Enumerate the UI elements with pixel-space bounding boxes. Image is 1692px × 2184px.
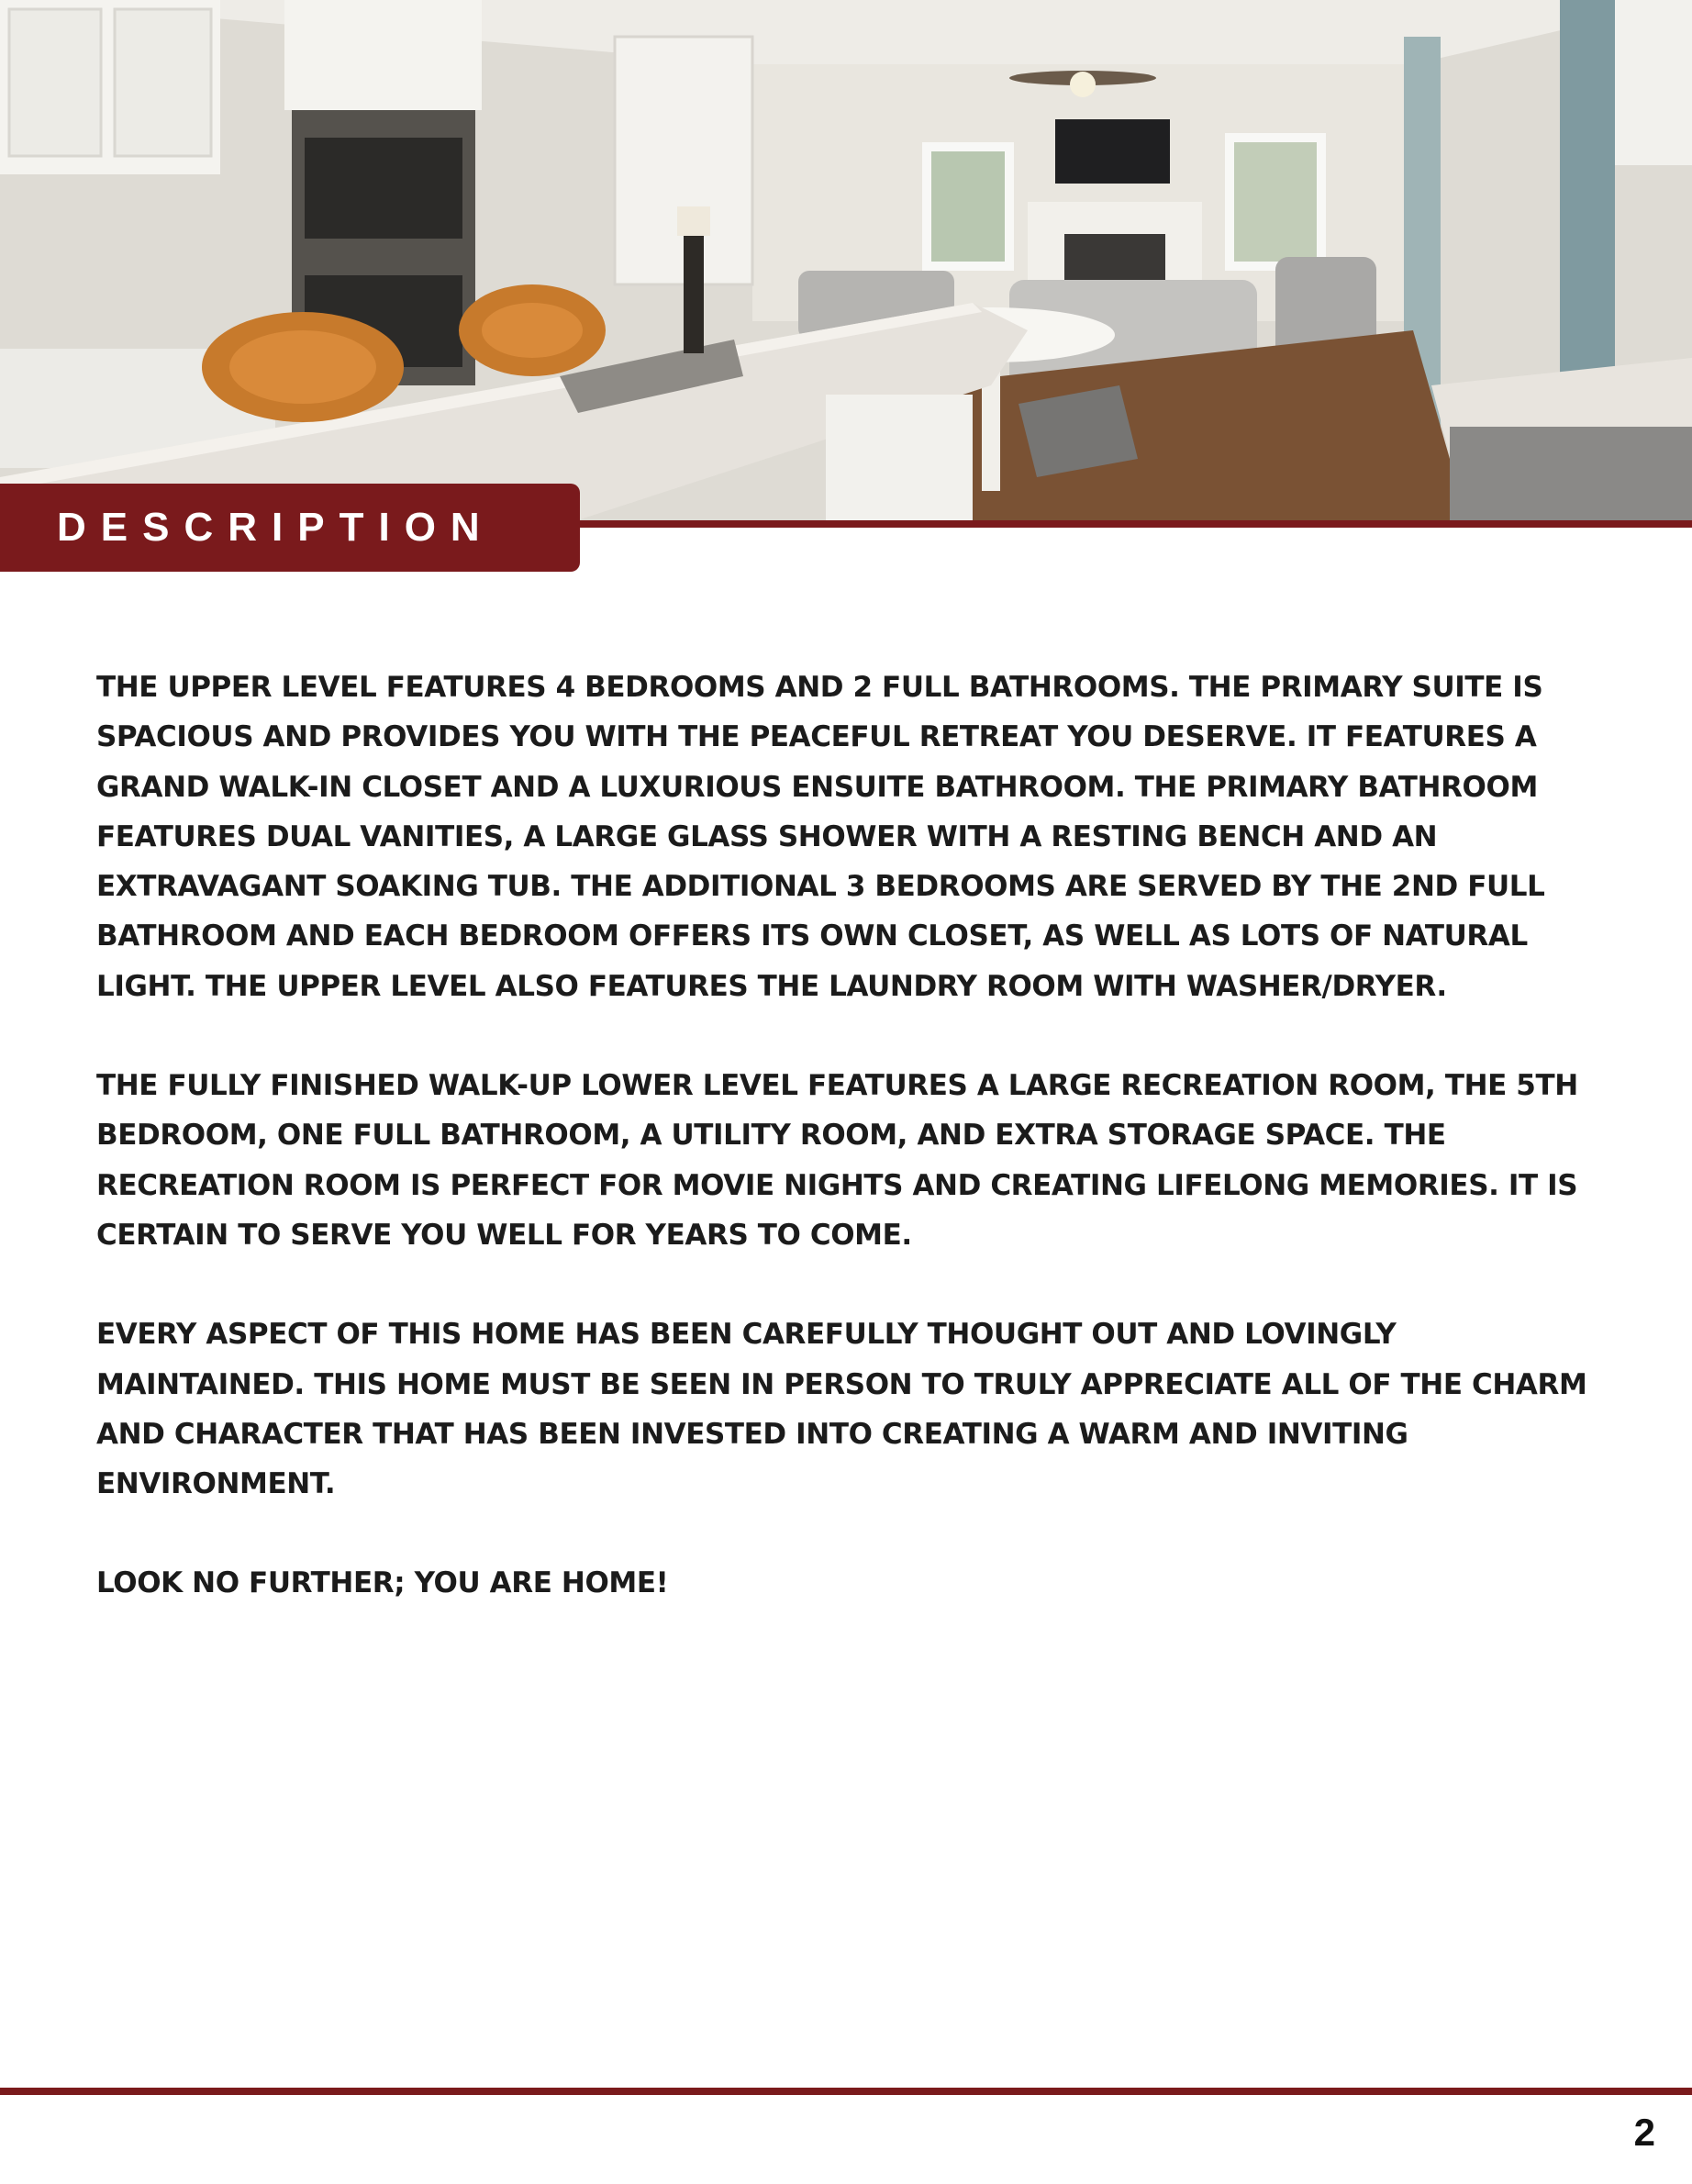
section-title: DESCRIPTION <box>57 505 495 550</box>
description-paragraph-4: LOOK NO FURTHER; YOU ARE HOME! <box>96 1566 669 1600</box>
kitchen-living-room-photo <box>0 0 1692 523</box>
description-body <box>96 663 1610 1658</box>
header-photo <box>0 0 1692 523</box>
footer-divider <box>0 2088 1692 2095</box>
description-paragraph-1: THE UPPER LEVEL FEATURES 4 BEDROOMS AND 2 FULL BATHROOMS. THE PRIMARY SUITE IS SPACIOUS AND PROVIDES YOU WITH THE PEACEFUL RETREAT YOU DESERVE. IT FEATURES A GRAND WALK-IN CLOSET AND A LUXURIOUS ENSUITE BATHROOM. THE PRIMARY BATHROOM FEATURES DUAL VANITIES, A LARGE GLASS SHOWER WITH A RESTING BENCH AND AN EXTRAVAGANT SOAKING TUB. THE ADDITIONAL 3 BEDROOMS ARE SERVED BY THE 2ND FULL BATHROOM AND EACH BEDROOM OFFERS ITS OWN CLOSET, AS WELL AS LOTS OF NATURAL LIGHT. THE UPPER LEVEL ALSO FEATURES THE LAUNDRY ROOM WITH WASHER/DRYER. <box>96 671 1545 1003</box>
description-paragraph-3: EVERY ASPECT OF THIS HOME HAS BEEN CAREFULLY THOUGHT OUT AND LOVINGLY MAINTAINED. THIS HOME MUST BE SEEN IN PERSON TO TRULY APPRECIATE ALL OF THE CHARM AND CHARACTER THAT HAS BEEN INVESTED INTO CREATING A WARM AND INVITING ENVIRONMENT. <box>96 1318 1587 1501</box>
page-number: 2 <box>1633 2111 1655 2154</box>
section-tab <box>0 484 580 572</box>
description-paragraph-2: THE FULLY FINISHED WALK-UP LOWER LEVEL FEATURES A LARGE RECREATION ROOM, THE 5TH BEDROOM, ONE FULL BATHROOM, A UTILITY ROOM, AND EXTRA STORAGE SPACE. THE RECREATION ROOM IS PERFECT FOR MOVIE NIGHTS AND CREATING LIFELONG MEMORIES. IT IS CERTAIN TO SERVE YOU WELL FOR YEARS TO COME. <box>96 1069 1578 1252</box>
